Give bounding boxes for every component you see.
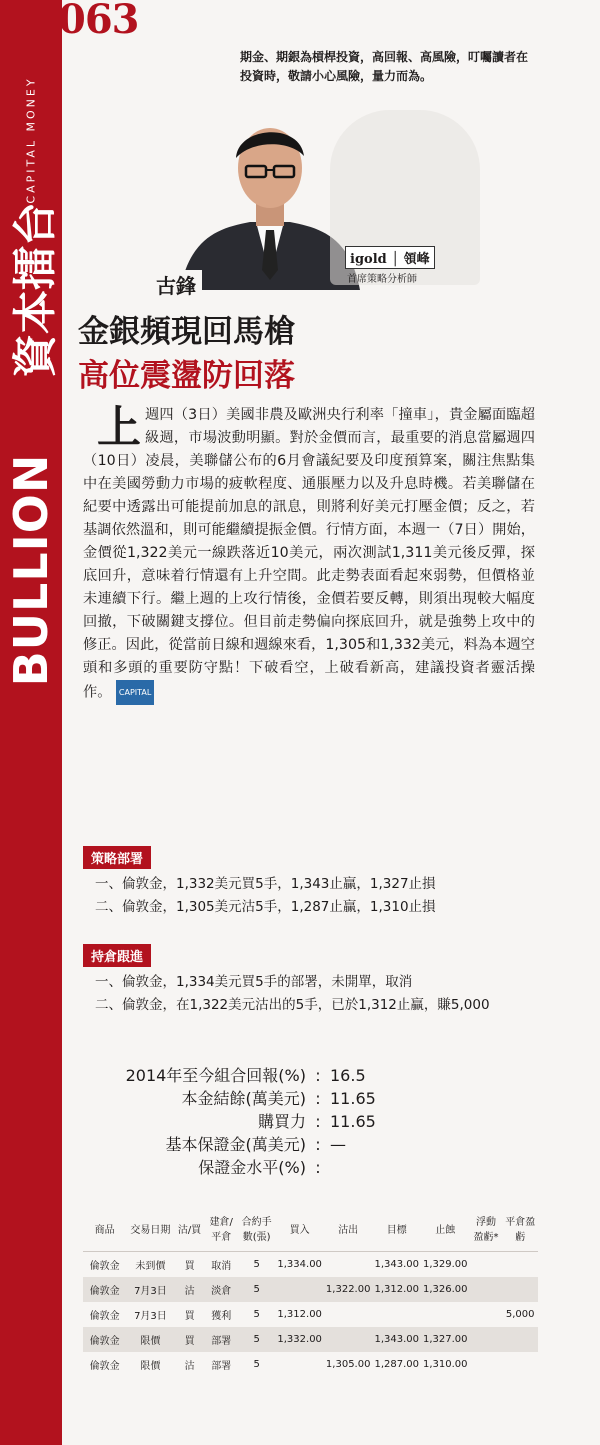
- col-header: 目標: [372, 1205, 421, 1252]
- cell: [470, 1252, 503, 1278]
- table-row: [83, 1352, 538, 1377]
- article-body: [83, 404, 535, 705]
- cell: 5: [253, 1259, 260, 1270]
- cell: [324, 1252, 373, 1278]
- cell: [502, 1327, 538, 1352]
- headline-line-2: 高位震盪防回落: [78, 358, 295, 394]
- stat-row: 本金結餘(萬美元) : 11.65: [90, 1087, 510, 1110]
- cell: 獲利: [211, 1311, 232, 1322]
- stat-value: —: [330, 1135, 346, 1154]
- stat-row: 購買力 : 11.65: [90, 1110, 510, 1133]
- col-header: 沽/買: [175, 1205, 205, 1252]
- cell: 1,312.00: [277, 1309, 322, 1320]
- logo-cn: 領峰: [403, 252, 430, 267]
- cell: 沽: [184, 1361, 195, 1372]
- cell: 5: [253, 1309, 260, 1320]
- drop-cap: 上: [97, 402, 141, 453]
- cell: 倫敦金: [89, 1361, 120, 1372]
- cell: 倫敦金: [89, 1261, 120, 1272]
- cell: [372, 1302, 421, 1327]
- cell: [275, 1352, 324, 1377]
- position-line: 二、倫敦金，在1,322美元沽出的5手，已於1,312止贏，賺5,000: [95, 997, 490, 1013]
- company-badge: [345, 246, 465, 284]
- stat-row: 基本保證金(萬美元) : —: [90, 1133, 510, 1156]
- cell: 取消: [211, 1261, 232, 1272]
- cell: [470, 1302, 503, 1327]
- cell: 買: [184, 1311, 195, 1322]
- col-header: 建倉/平倉: [205, 1205, 238, 1252]
- strategy-label: 策略部署: [83, 846, 151, 869]
- table-row: [83, 1277, 538, 1302]
- col-header: 商品: [83, 1205, 126, 1252]
- col-header: 平倉盈虧: [502, 1205, 538, 1252]
- stat-value: 11.65: [330, 1112, 376, 1131]
- author-role: 首席策略分析師: [347, 274, 417, 285]
- table-row: [83, 1302, 538, 1327]
- col-header: 浮動盈虧*: [470, 1205, 503, 1252]
- col-header: 交易日期: [126, 1205, 174, 1252]
- stat-label: 購買力: [257, 1112, 306, 1131]
- positions-section: [83, 944, 543, 1017]
- cell: 倫敦金: [83, 1327, 126, 1352]
- author-name: 古鋒: [150, 270, 202, 299]
- company-logo: igold │ 領峰: [345, 246, 435, 269]
- cell: 1,326.00: [421, 1277, 470, 1302]
- logo-text: igold: [350, 252, 387, 267]
- cell: [324, 1302, 373, 1327]
- cell: [502, 1352, 538, 1377]
- stat-label: 2014年至今組合回報(%): [125, 1066, 306, 1085]
- cell: 7月3日: [126, 1277, 174, 1302]
- stat-row: 保證金水平(%) :: [90, 1156, 510, 1179]
- cell: 未到價: [135, 1261, 166, 1272]
- position-line: 一、倫敦金，1,334美元買5手的部署，未開單，取消: [95, 974, 413, 990]
- cell: 1,329.00: [422, 1259, 468, 1270]
- table-header-row: [83, 1205, 538, 1252]
- strategy-line: 一、倫敦金，1,332美元買5手，1,343止贏，1,327止損: [95, 876, 436, 892]
- cell: 淡倉: [205, 1277, 238, 1302]
- cell: [470, 1352, 503, 1377]
- capital-money-label: CAPITAL MONEY: [24, 76, 38, 204]
- cell: 1,322.00: [324, 1277, 373, 1302]
- cell: [502, 1252, 538, 1278]
- disclaimer-text: 期金、期銀為槓桿投資，高回報、高風險，叮囑讀者在投資時，敬請小心風險，量力而為。: [240, 50, 529, 83]
- headline-line-1: 金銀頻現回馬槍: [78, 314, 295, 350]
- col-header: 買入: [275, 1205, 324, 1252]
- cell: 倫敦金: [83, 1277, 126, 1302]
- page-number: 063: [58, 0, 139, 43]
- cell: 限價: [140, 1361, 161, 1372]
- capital-end-tag: CAPITAL: [116, 680, 154, 705]
- cell: [324, 1327, 373, 1352]
- stat-value: 16.5: [330, 1066, 366, 1085]
- table-row: [83, 1252, 538, 1278]
- col-header: 合約手數(張): [238, 1205, 275, 1252]
- positions-label: 持倉跟進: [83, 944, 151, 967]
- strategy-section: [83, 846, 543, 919]
- cell: 買: [175, 1327, 205, 1352]
- cell: 1,334.00: [277, 1259, 322, 1270]
- cell: 7月3日: [134, 1311, 167, 1322]
- cell: [275, 1277, 324, 1302]
- cell: 1,332.00: [275, 1327, 324, 1352]
- cell: 限價: [126, 1327, 174, 1352]
- cell: 1,327.00: [421, 1327, 470, 1352]
- stat-label: 保證金水平(%): [198, 1158, 306, 1177]
- cell: 1,287.00: [374, 1359, 419, 1370]
- cell: 1,343.00: [374, 1259, 419, 1270]
- table-row: [83, 1327, 538, 1352]
- cell: 5: [253, 1359, 260, 1370]
- cell: 買: [184, 1261, 195, 1272]
- cell: 5: [238, 1327, 275, 1352]
- cell: 1,312.00: [372, 1277, 421, 1302]
- stat-row: 2014年至今組合回報(%) : 16.5: [90, 1064, 510, 1087]
- cell: 1,310.00: [422, 1359, 468, 1370]
- cell: 部署: [205, 1327, 238, 1352]
- cell: [502, 1277, 538, 1302]
- positions-table: [83, 1205, 538, 1377]
- cell: 1,343.00: [372, 1327, 421, 1352]
- portfolio-stats: [90, 1064, 510, 1179]
- strategy-line: 二、倫敦金，1,305美元沽5手，1,287止贏，1,310止損: [95, 899, 436, 915]
- stat-value: 11.65: [330, 1089, 376, 1108]
- cell: [470, 1277, 503, 1302]
- cell: 5: [238, 1277, 275, 1302]
- cell: 倫敦金: [89, 1311, 120, 1322]
- cell: 部署: [211, 1361, 232, 1372]
- cell: 沽: [175, 1277, 205, 1302]
- article-text: 週四（3日）美國非農及歐洲央行利率「撞車」，貴金屬面臨超級週，市場波動明顯。對於金價而言，最重要的消息當屬週四（10日）凌晨，美聯儲公布的6月會議紀要及印度預算案，關注焦點集中在美國勞動力市場的疲軟程度、通脹壓力以及升息時機。若美聯儲在紀要中透露出可能提前加息的訊息，則將利好美元打壓金價；反之，若基調依然溫和，則可能繼續提振金價。行情方面，本週一（7日）開始，金價從1,322美元一線跌落近10美元，兩次測試1,311美元後反彈，探底回升，意味着行情還有上升空間。此走勢表面看起來弱勢，但價格並未連續下行。繼上週的上攻行情後，金價若要反轉，則須出現較大幅度回撤，下破關鍵支撐位。但目前走勢偏向探底回升，就是強勢上攻中的修正。因此，從當前日線和週線來看，1,305和1,332美元，料為本週空頭和多頭的重要防守點！下破看空，上破看新高，建議投資者靈活操作。: [83, 407, 535, 701]
- column-title: 資本擂台: [10, 202, 61, 378]
- stat-label: 基本保證金(萬美元): [165, 1135, 306, 1154]
- col-header: 沽出: [324, 1205, 373, 1252]
- cell: 5,000: [505, 1309, 535, 1320]
- stat-label: 本金結餘(萬美元): [181, 1089, 306, 1108]
- sidebar-band: [0, 0, 62, 1445]
- cell: [470, 1327, 503, 1352]
- cell: [421, 1302, 470, 1327]
- bullion-label: BULLION: [4, 453, 58, 687]
- col-header: 止蝕: [421, 1205, 470, 1252]
- cell: 1,305.00: [325, 1359, 371, 1370]
